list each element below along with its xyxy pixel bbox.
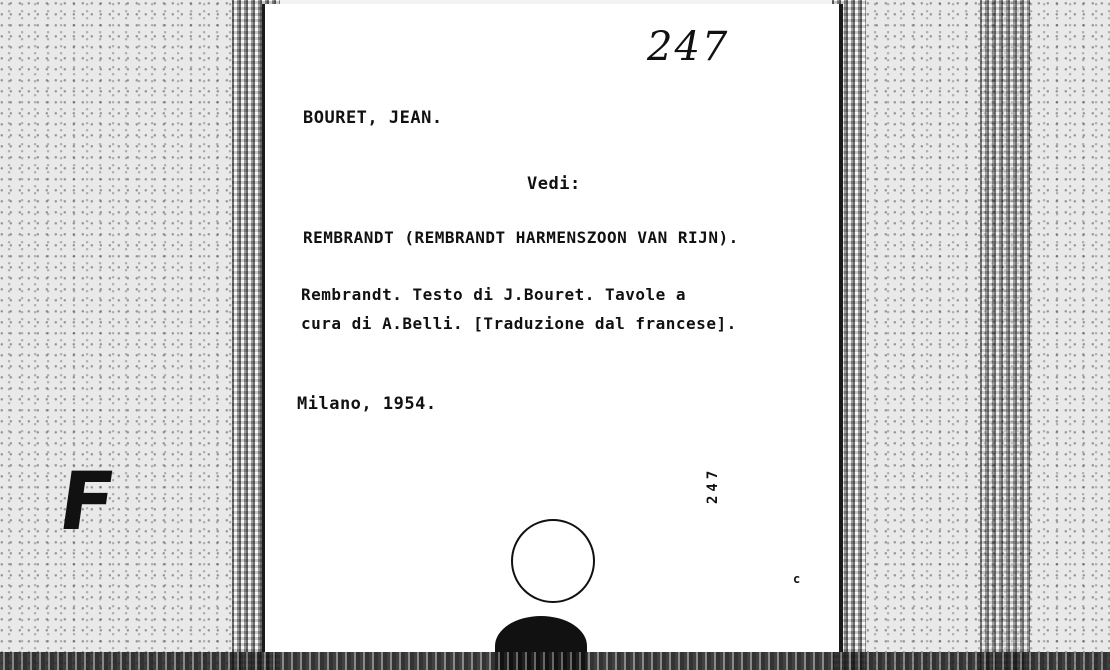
see-label: Vedi: bbox=[527, 174, 581, 194]
see-reference: REMBRANDT (REMBRANDT HARMENSZOON VAN RIJN). bbox=[303, 228, 739, 247]
catalog-card bbox=[262, 4, 843, 652]
small-mark: c bbox=[793, 572, 801, 586]
author-heading: BOURET, JEAN. bbox=[303, 108, 443, 128]
scan-background-left bbox=[0, 0, 232, 670]
description-line-1: Rembrandt. Testo di J.Bouret. Tavole a bbox=[301, 285, 687, 304]
side-number: 247 bbox=[705, 466, 721, 504]
imprint: Milano, 1954. bbox=[297, 394, 437, 414]
scan-border-far-right bbox=[980, 0, 1030, 670]
margin-mark: F bbox=[53, 455, 122, 548]
description-line-2: cura di A.Belli. [Traduzione dal francese]. bbox=[301, 314, 737, 333]
scan-bottom-edge bbox=[0, 652, 1110, 670]
punch-hole bbox=[511, 519, 595, 603]
call-number: 247 bbox=[647, 24, 730, 70]
